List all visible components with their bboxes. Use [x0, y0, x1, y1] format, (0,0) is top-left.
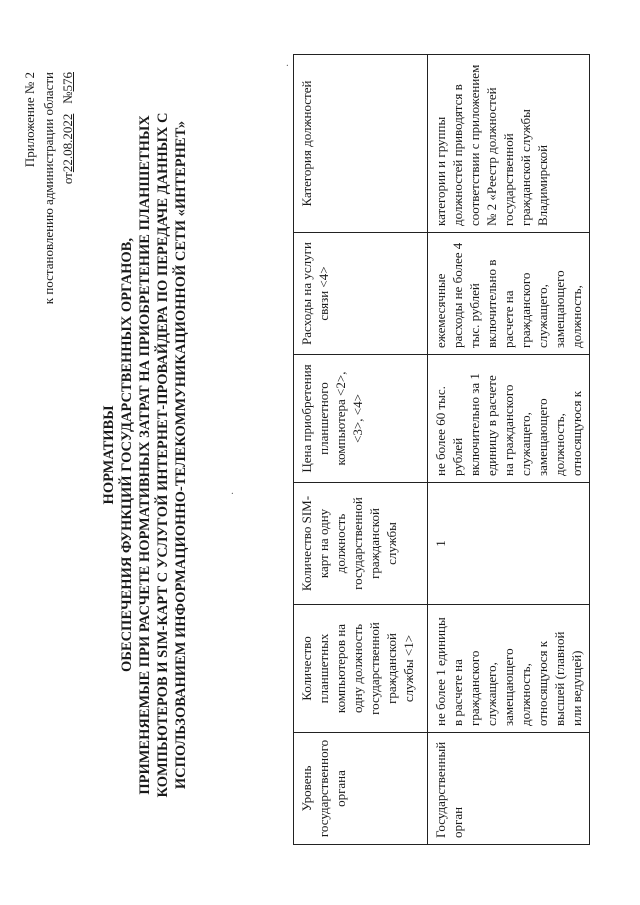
appendix-header: [20, 72, 77, 304]
appendix-decree-line: к постановлению администрации области: [41, 72, 56, 305]
heading-line: ОБЕСПЕЧЕНИЯ ФУНКЦИЙ ГОСУДАРСТВЕННЫХ ОРГАНОВ,: [119, 238, 135, 672]
header-cell-position-category: Категория должностей: [294, 55, 428, 233]
table-cell: не более 60 тыс. рублей включительно за 1 единицу в расчете на гражданского служащего, замещающего должность, относящуюся к: [428, 355, 590, 483]
number-prefix: №: [60, 91, 75, 104]
heading-line: КОМПЬЮТЕРОВ И SIM-КАРТ С УСЛУГОЙ ИНТЕРНЕТ-ПРОВАЙДЕРА ПО ПЕРЕДАЧЕ ДАННЫХ С: [155, 112, 171, 798]
appendix-label: Приложение № 2: [22, 72, 37, 168]
table-cell: 1: [428, 483, 590, 605]
table-row: [428, 55, 590, 845]
table-header-row: [294, 55, 428, 845]
table-cell: Государственный орган: [428, 733, 590, 845]
table-cell: категории и группы должностей приводятся в соответствии с приложением № 2 «Реестр должностей государственной гражданской службы Владимирской: [428, 55, 590, 233]
appendix-date-line: [58, 72, 77, 304]
decree-number: 576: [60, 72, 75, 92]
table-cell: ежемесячные расходы не более 4 тыс. рублей включительно в расчете на гражданского служащего, замещающего должность,: [428, 233, 590, 355]
scan-dot: ·: [228, 491, 239, 495]
heading-title: НОРМАТИВЫ: [101, 405, 117, 505]
document-heading: [100, 55, 190, 855]
date-prefix: от: [60, 172, 75, 185]
table-cell: не более 1 единицы в расчете на гражданского служащего, замещающего должность, относящуюся к высшей (главной или ведущей): [428, 605, 590, 733]
heading-line: ИСПОЛЬЗОВАНИЕМ ИНФОРМАЦИОННО-ТЕЛЕКОММУНИКАЦИОННОЙ СЕТИ «ИНТЕРНЕТ»: [173, 120, 189, 790]
norms-table: [293, 54, 590, 845]
header-cell-tablet-count: Количество планшетных компьютеров на одну должность государственной гражданской службы <1>: [294, 605, 428, 733]
header-cell-sim-count: Количество SIM-карт на одну должность государственной гражданской службы: [294, 483, 428, 605]
header-cell-organ-level: Уровень государственного органа: [294, 733, 428, 845]
header-cell-communication-costs: Расходы на услуги связи <4>: [294, 233, 428, 355]
header-cell-tablet-price: Цена приобретения планшетного компьютера <2>, <3>, <4>: [294, 355, 428, 483]
scan-dot: ·: [283, 63, 294, 67]
decree-date: 22.08.2022: [60, 113, 75, 173]
heading-line: ПРИМЕНЯЕМЫЕ ПРИ РАСЧЕТЕ НОРМАТИВНЫХ ЗАТРАТ НА ПРИОБРЕТЕНИЕ ПЛАНШЕТНЫХ: [137, 115, 153, 795]
